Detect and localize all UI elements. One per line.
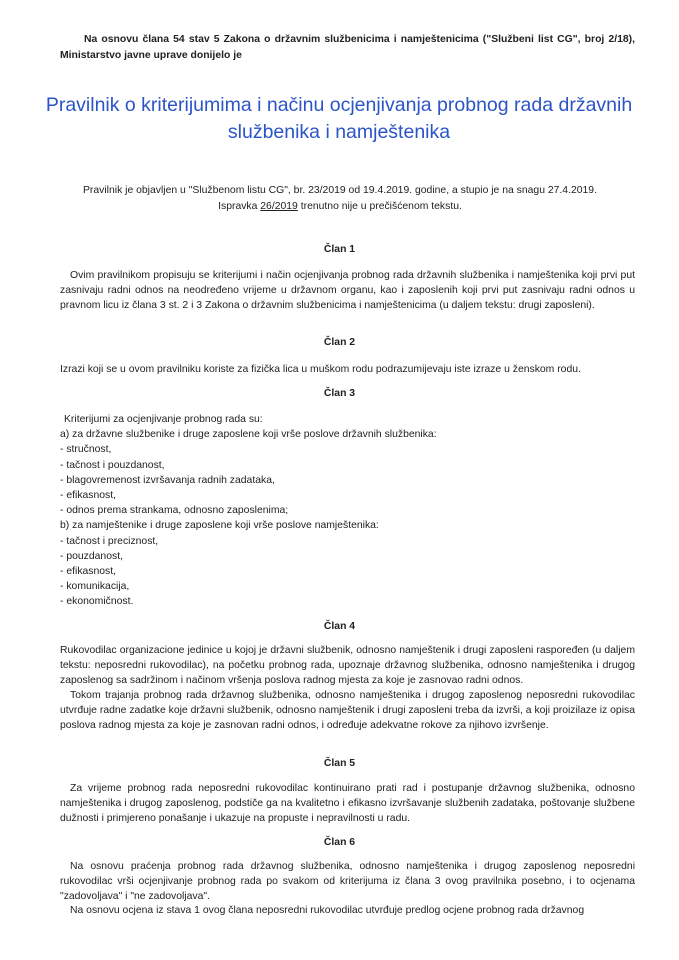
publication-line-1: Pravilnik je objavljen u "Službenom listu CG", br. 23/2019 od 19.4.2019. godine, a stupio je na snagu 27.4.2019. xyxy=(83,185,597,196)
criteria-item: - pouzdanost, xyxy=(60,550,123,562)
criteria-item: - tačnost i preciznost, xyxy=(60,535,159,547)
criteria-item: - stručnost, xyxy=(60,444,112,456)
criteria-item: - ekonomičnost. xyxy=(60,596,134,608)
correction-prefix: Ispravka xyxy=(218,201,261,212)
criteria-item: - odnos prema strankama, odnosno zaposlenima; xyxy=(60,505,289,517)
criteria-item: - blagovremenost izvršavanja radnih zadataka, xyxy=(60,474,275,486)
criteria-item: - tačnost i pouzdanost, xyxy=(60,459,165,471)
correction-suffix: trenutno nije u prečišćenom tekstu. xyxy=(297,201,462,212)
criteria-item: - efikasnost, xyxy=(60,490,117,502)
criteria-group-a: a) za državne službenike i druge zaposlene koji vrše poslove državnih službenika: xyxy=(60,429,437,441)
preamble-text: Na osnovu člana 54 stav 5 Zakona o državnim službenicima i namještenicima ("Službeni list CG", broj 2/18), Ministarstvo javne uprave donijelo je xyxy=(60,34,635,61)
publication-line-2 xyxy=(40,199,640,215)
article-6-paragraph-1: Na osnovu praćenja probnog rada državnog službenika, odnosno namještenika i drugog zaposlenog neposredni rukovodilac vrši ocjenjivanje probnog rada po svakom od kriterijuma iz člana 3 ovog pravilnika posebno, i to ocjenama "zadovoljava" i "ne zadovoljava". xyxy=(60,861,635,902)
article-4-paragraph-1: Rukovodilac organizacione jedinice u kojoj je državni službenik, odnosno namještenik i drugi zaposleni raspoređen (u daljem tekstu: neposredni rukovodilac), na početku probnog rada, upoznaje državnog službenika, odnosno namještenika i drugog zaposlenog sa sadržinom i načinom vršenja poslova radnog mjesta za koje je zasnovao radni odnos. xyxy=(60,645,635,686)
article-5-heading: Član 5 xyxy=(323,758,356,769)
article-1-text: Ovim pravilnikom propisuju se kriterijumi i način ocjenjivanja probnog rada državnih službenika i namještenika koji prvi put zasnivaju radni odnos na neodređeno vrijeme u državnom organu, kao i zaposlenih koji prvi put zasnivaju radni odnos u pravnom licu iz člana 3 st. 2 i 3 Zakona o državnim službenicima i namještenicima (u daljem tekstu: drugi zaposleni). xyxy=(60,270,635,311)
criteria-intro: Kriterijumi za ocjenjivanje probnog rada su: xyxy=(64,414,263,425)
article-5-text: Za vrijeme probnog rada neposredni rukovodilac kontinuirano prati rad i postupanje državnog službenika, odnosno namještenika i drugog zaposlenog, podstiče ga na kvalitetno i efikasno izvršavanje službenih zadataka, poštovanje službene dužnosti i primjereno ponašanje i ukazuje na propuste i nepravilnosti u radu. xyxy=(60,783,635,824)
article-3-heading: Član 3 xyxy=(323,388,356,399)
publication-info xyxy=(40,183,640,215)
article-2-text: Izrazi koji se u ovom pravilniku koriste za fizička lica u muškom rodu podrazumijevaju iste izraze u ženskom rodu. xyxy=(60,364,581,375)
criteria-item: - efikasnost, xyxy=(60,566,117,578)
article-1-heading: Član 1 xyxy=(323,244,356,255)
criteria-group-b: b) za namještenike i druge zaposlene koji vrše poslove namještenika: xyxy=(60,520,379,532)
document-title: Pravilnik o kriterijumima i načinu ocjenjivanja probnog rada državnih službenika i namještenika xyxy=(45,94,633,143)
criteria-item: - komunikacija, xyxy=(60,581,130,593)
article-4-heading: Član 4 xyxy=(323,621,356,632)
article-6-heading: Član 6 xyxy=(323,837,356,848)
article-4-paragraph-2: Tokom trajanja probnog rada državnog službenika, odnosno namještenika i drugog zaposlenog neposredni rukovodilac utvrđuje radne zadatke koje državni službenik, odnosno namještenik i drugi zaposleni treba da izvrši, a koji proizilaze iz opisa poslova radnog mjesta za koje je zasnovan radni odnos, i određuje adekvatne rokove za njihovo izvršenje. xyxy=(60,690,635,731)
article-3-list xyxy=(60,412,635,610)
article-6-paragraph-2: Na osnovu ocjena iz stava 1 ovog člana neposredni rukovodilac utvrđuje predlog ocjene probnog rada državnog xyxy=(70,905,585,916)
correction-link[interactable]: 26/2019 xyxy=(260,201,298,212)
article-2-heading: Član 2 xyxy=(323,337,356,348)
